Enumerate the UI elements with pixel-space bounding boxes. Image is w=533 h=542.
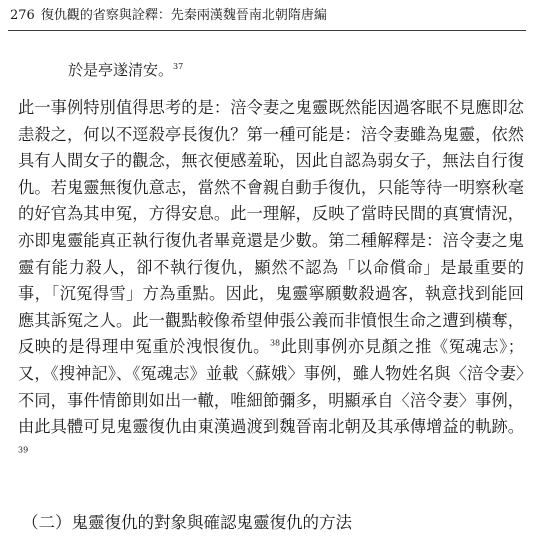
page-number: 276 bbox=[10, 8, 35, 23]
footnote-marker-39: 39 bbox=[18, 445, 29, 455]
block-quote bbox=[68, 60, 183, 80]
running-header bbox=[10, 8, 530, 24]
quote-text: 於是亭遂清安。 bbox=[68, 61, 174, 79]
footnote-marker-38: 38 bbox=[269, 338, 281, 348]
running-title: 復仇觀的省察與詮釋：先秦兩漢魏晉南北朝隋唐編 bbox=[40, 8, 327, 23]
body-paragraph bbox=[18, 95, 524, 467]
header-rule bbox=[8, 30, 526, 31]
paragraph-part-2: 此則事例亦見顏之推《冤魂志》；又，《搜神記》、《冤魂志》並載〈蘇娥〉事例，雖人物姓名與〈涪令妻〉不同，事件情節則如出一轍，唯細節彌多，明顯承自〈涪令妻〉事例，由此具體可見鬼靈復仇由東漢過渡到魏晉南北朝及其承傳增益的軌跡。 bbox=[18, 337, 524, 437]
section-heading: （二）鬼靈復仇的對象與確認鬼靈復仇的方法 bbox=[22, 513, 352, 532]
footnote-marker-37: 37 bbox=[173, 62, 184, 71]
paragraph-part-1: 此一事例特別值得思考的是：涪令妻之鬼靈既然能因過客眠不見應即忿恚殺之，何以不逕殺亭長復仇？第一種可能是：涪令妻雖為鬼靈，依然具有人間女子的觀念，無衣便感羞恥，因此自認為弱女子，無法自行復仇。若鬼靈無復仇意志，當然不會親自動手復仇，只能等待一明察秋毫的好官為其申冤，方得安息。此一理解，反映了當時民間的真實情況，亦即鬼靈能真正執行復仇者畢竟還是少數。第二種解釋是：涪令妻之鬼靈有能力殺人，卻不執行復仇，顯然不認為「以命償命」是最重要的事，「沉冤得雪」方為重點。因此，鬼靈寧願數殺過客，執意找到能回應其訴冤之人。此一觀點較像希望伸張公義而非憤恨生命之遭到橫奪，反映的是得理申冤重於洩恨復仇。 bbox=[18, 98, 524, 357]
paragraph-text bbox=[18, 95, 524, 467]
